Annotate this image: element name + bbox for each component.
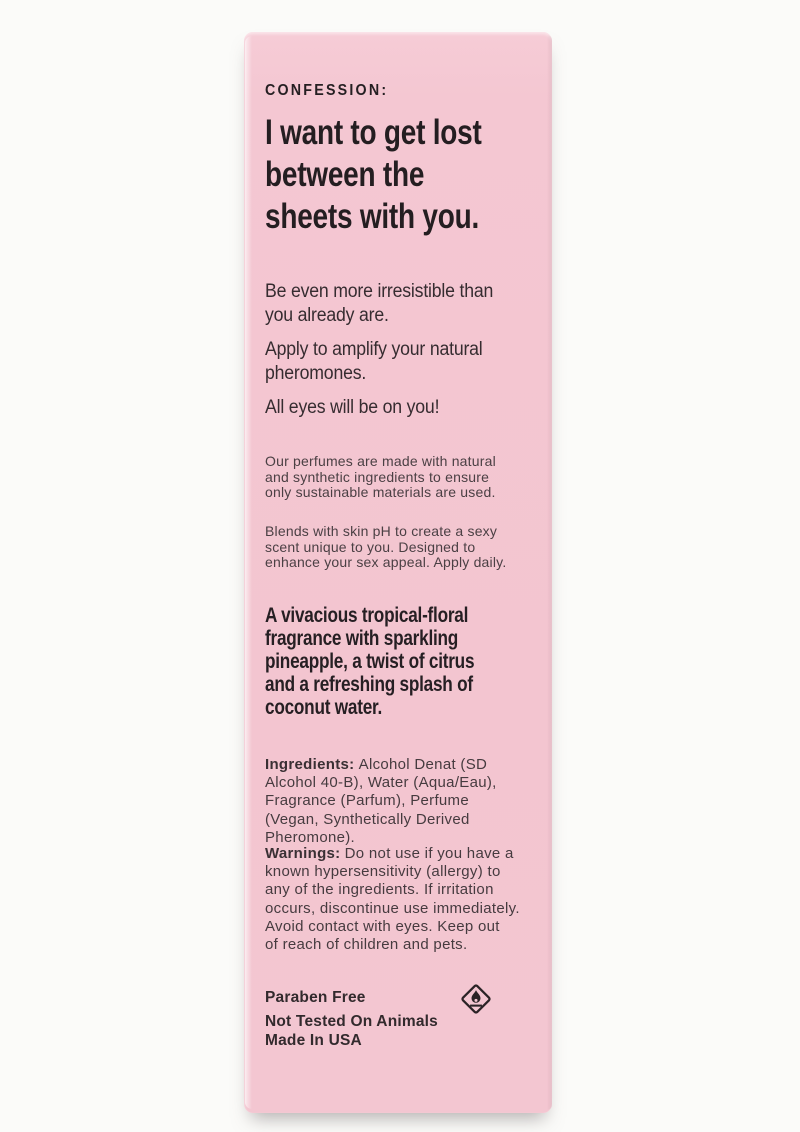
product-claims: [265, 988, 438, 1050]
materials-paragraph: Our perfumes are made with natural and synthetic ingredients to ensure only sustainable materials are used.: [265, 453, 496, 501]
intro-paragraph-3: All eyes will be on you!: [265, 397, 440, 418]
perfume-box-back-panel: [244, 32, 552, 1113]
claim-made-in-usa: Made In USA: [265, 1032, 362, 1049]
ingredients-label: Ingredients:: [265, 756, 355, 773]
headline-line: I want to get lost: [265, 113, 482, 152]
confession-eyebrow: CONFESSION:: [265, 82, 389, 99]
headline: [265, 112, 482, 238]
intro-paragraph-2: Apply to amplify your natural pheromones.: [265, 339, 483, 384]
claim-paraben-free: Paraben Free: [265, 989, 366, 1006]
ingredients-list: Ingredients: Alcohol Denat (SD Alcohol 40-B), Water (Aqua/Eau), Fragrance (Parfum), Perfume (Vegan, Synthetically Derived Pheromone).: [265, 756, 497, 846]
claim-not-tested-on-animals: Not Tested On Animals: [265, 1013, 438, 1030]
flame-base-line: [470, 1005, 482, 1007]
fragrance-description: A vivacious tropical-floral fragrance with sparkling pineapple, a twist of citrus and a refreshing splash of coconut water.: [265, 603, 475, 719]
usage-paragraph: Blends with skin pH to create a sexy scent unique to you. Designed to enhance your sex appeal. Apply daily.: [265, 523, 507, 571]
intro-paragraph-1: Be even more irresistible than you already are.: [265, 281, 494, 326]
headline-line: sheets with you.: [265, 197, 479, 236]
warnings-text: Warnings: Do not use if you have a known hypersensitivity (allergy) to any of the ingredients. If irritation occurs, discontinue use immediately. Avoid contact with eyes. Keep out of reach of children and pets.: [265, 845, 520, 954]
headline-line: between the: [265, 155, 425, 194]
warnings-label: Warnings:: [265, 845, 341, 862]
flammable-diamond-icon: [458, 981, 494, 1017]
